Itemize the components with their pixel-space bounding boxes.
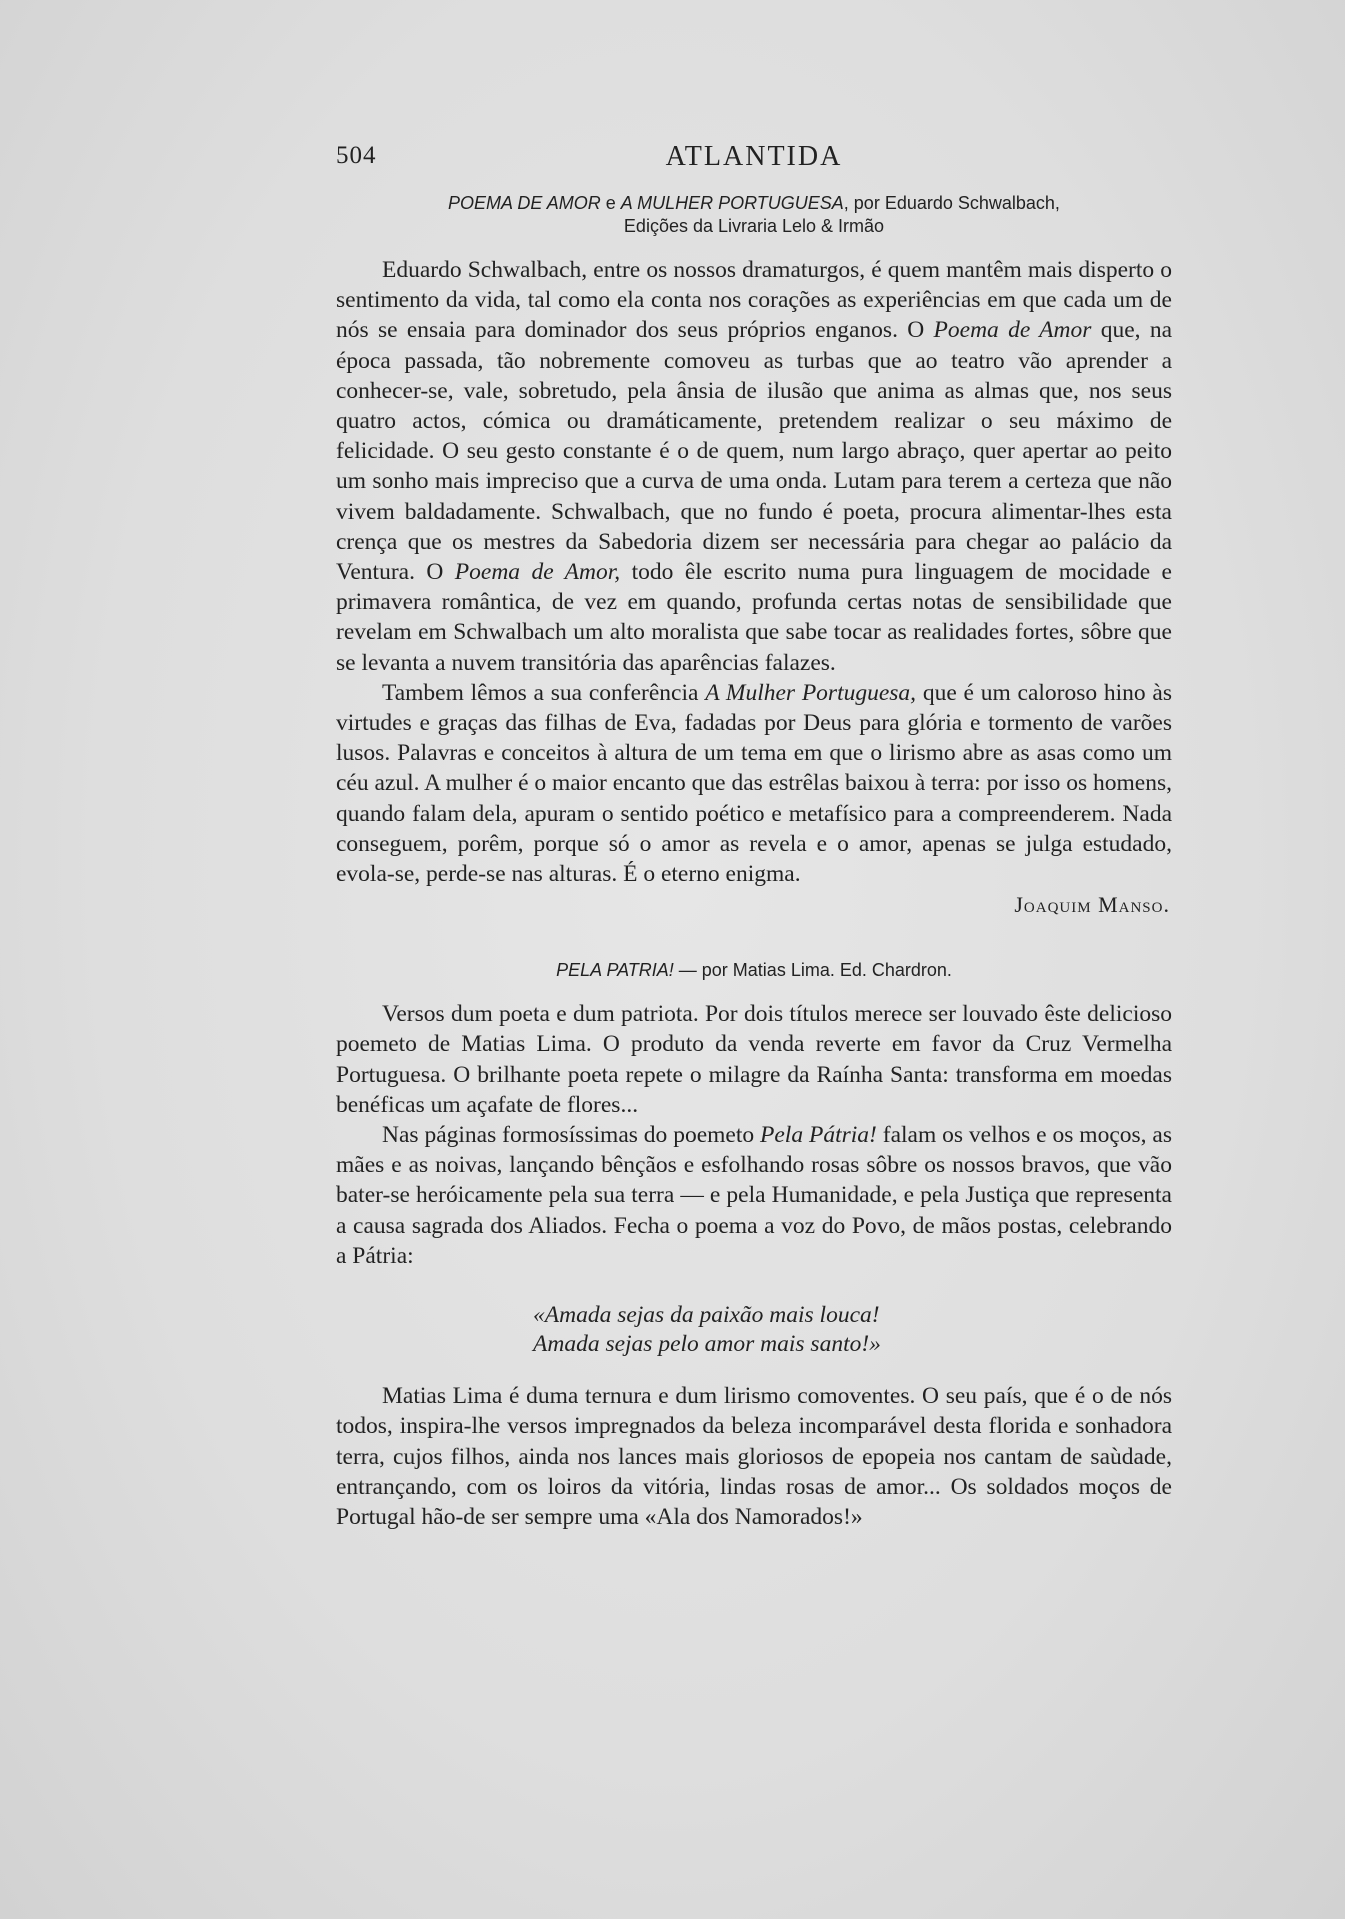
review-2-body <box>336 999 1172 1532</box>
review-1-paragraph-1 <box>336 255 1172 678</box>
book-title-poema-de-amor: POEMA DE AMOR <box>448 193 601 213</box>
review-heading-1 <box>336 192 1172 238</box>
book-title-pela-patria: PELA PATRIA! <box>556 960 674 981</box>
signature-text: Joaquim Manso. <box>1014 892 1170 918</box>
italic-title: Poema de Amor <box>933 317 1092 344</box>
review-heading-2 <box>336 959 1172 982</box>
review-2-paragraph-2 <box>336 1120 1172 1271</box>
text-run: falam os velhos e os moços, as mães e as noivas, lançando bênçãos e esfolhando rosas sôbre os nossos bravos, que vão bater-se heróicamente pela sua terra — e pela Humanidade, e pela Justiça que representa a causa sagrada dos Aliados. Fecha o poema a voz do Povo, de mãos postas, celebrando a Pátria: <box>336 1122 1172 1269</box>
text-run: Tambem lêmos a sua conferência <box>382 679 706 706</box>
review-2-paragraph-3: Matias Lima é duma ternura e dum lirismo comoventes. O seu país, que é o de nós todos, inspira-lhe versos impregnados da beleza incomparável desta florida e sonhadora terra, cujos filhos, ainda nos lances mais gloriosos de epopeia nos cantam de saùdade, entrançando, com os loiros da vitória, lindas rosas de amor... Os soldados moços de Portugal hão-de ser sempre uma «Ala dos Namorados!» <box>336 1383 1172 1530</box>
review-heading-1-line-2: Edições da Livraria Lelo & Irmão <box>623 216 885 236</box>
text-run: Nas páginas formosíssimas do poemeto <box>382 1122 761 1149</box>
heading-conjunction: e <box>600 193 621 213</box>
text-run: que, na época passada, tão nobremente comoveu as turbas que ao teatro vão aprender a conhecer-se, vale, sobretudo, pela ânsia de ilusão que anima as almas que, nos seus quatro actos, cómica ou dramáticamente, pretendem realizar o seu máximo de felicidade. O seu gesto constante é o de quem, num largo abraço, quer apertar ao peito um sonho mais impreciso que a curva de uma onda. Lutam para terem a certeza que não vivem baldadamente. Schwalbach, que no fundo é poeta, procura alimentar-lhes esta crença que os mestres da Sabedoria dizem ser necessária para chegar ao palácio da Ventura. O <box>336 317 1173 586</box>
italic-title: Poema de Amor, <box>454 559 621 586</box>
text-run: Eduardo Schwalbach, entre os nossos dramaturgos, é quem mantêm mais disperto o sentimento da vida, tal como ela conta nos corações as experiências em que cada um de nós se ensaia para dominador dos seus próprios enganos. O <box>336 257 1172 344</box>
italic-title: Pela Pátria! <box>760 1122 877 1149</box>
running-head <box>336 138 1172 178</box>
review-1-signature <box>336 889 1172 921</box>
book-title-mulher-portuguesa: A MULHER PORTUGUESA <box>620 193 844 213</box>
review-1-paragraph-2 <box>336 678 1172 889</box>
text-column <box>336 138 1172 1532</box>
heading-author: — por Matias Lima. Ed. Chardron. <box>673 960 952 981</box>
heading-author: , por Eduardo Schwalbach, <box>843 193 1060 213</box>
review-2-paragraph-1: Versos dum poeta e dum patriota. Por dois títulos merece ser louvado êste delicioso poemeto de Matias Lima. O produto da venda reverte em favor da Cruz Vermelha Portuguesa. O brilhante poeta repete o milagre da Raínha Santa: transforma em moedas benéficas um açafate de flores... <box>336 1001 1172 1118</box>
page-number: 504 <box>336 142 377 169</box>
text-run: todo êle escrito numa pura linguagem de mocidade e primavera romântica, de vez em quando, profunda certas notas de sensibilidade que revelam em Schwalbach um alto moralista que sabe tocar as realidades fortes, sôbre que se levanta a nuvem transitória das aparências falazes. <box>336 559 1172 676</box>
verse-line-2: Amada sejas pelo amor mais santo!» <box>533 1331 881 1358</box>
italic-title: A Mulher Portuguesa, <box>705 679 917 706</box>
verse-line-1: «Amada sejas da paixão mais louca! <box>533 1302 880 1329</box>
review-heading-1-line-1 <box>336 192 1172 215</box>
verse-quote <box>336 1301 1172 1359</box>
text-run: que é um caloroso hino às virtudes e graças das filhas de Eva, fadadas por Deus para glória e tormento de varões lusos. Palavras e conceitos à altura de um tema em que o lirismo abre as asas como um céu azul. A mulher é o maior encanto que das estrêlas baixou à terra: por isso os homens, quando falam dela, apuram o sentido poético e metafísico para a compreenderem. Nada conseguem, porêm, porque só o amor as revela e o amor, apenas se julga estudado, evola-se, perde-se nas alturas. É o eterno enigma. <box>336 679 1173 888</box>
review-1-body <box>336 255 1172 889</box>
journal-title: ATLANTIDA <box>665 141 843 172</box>
